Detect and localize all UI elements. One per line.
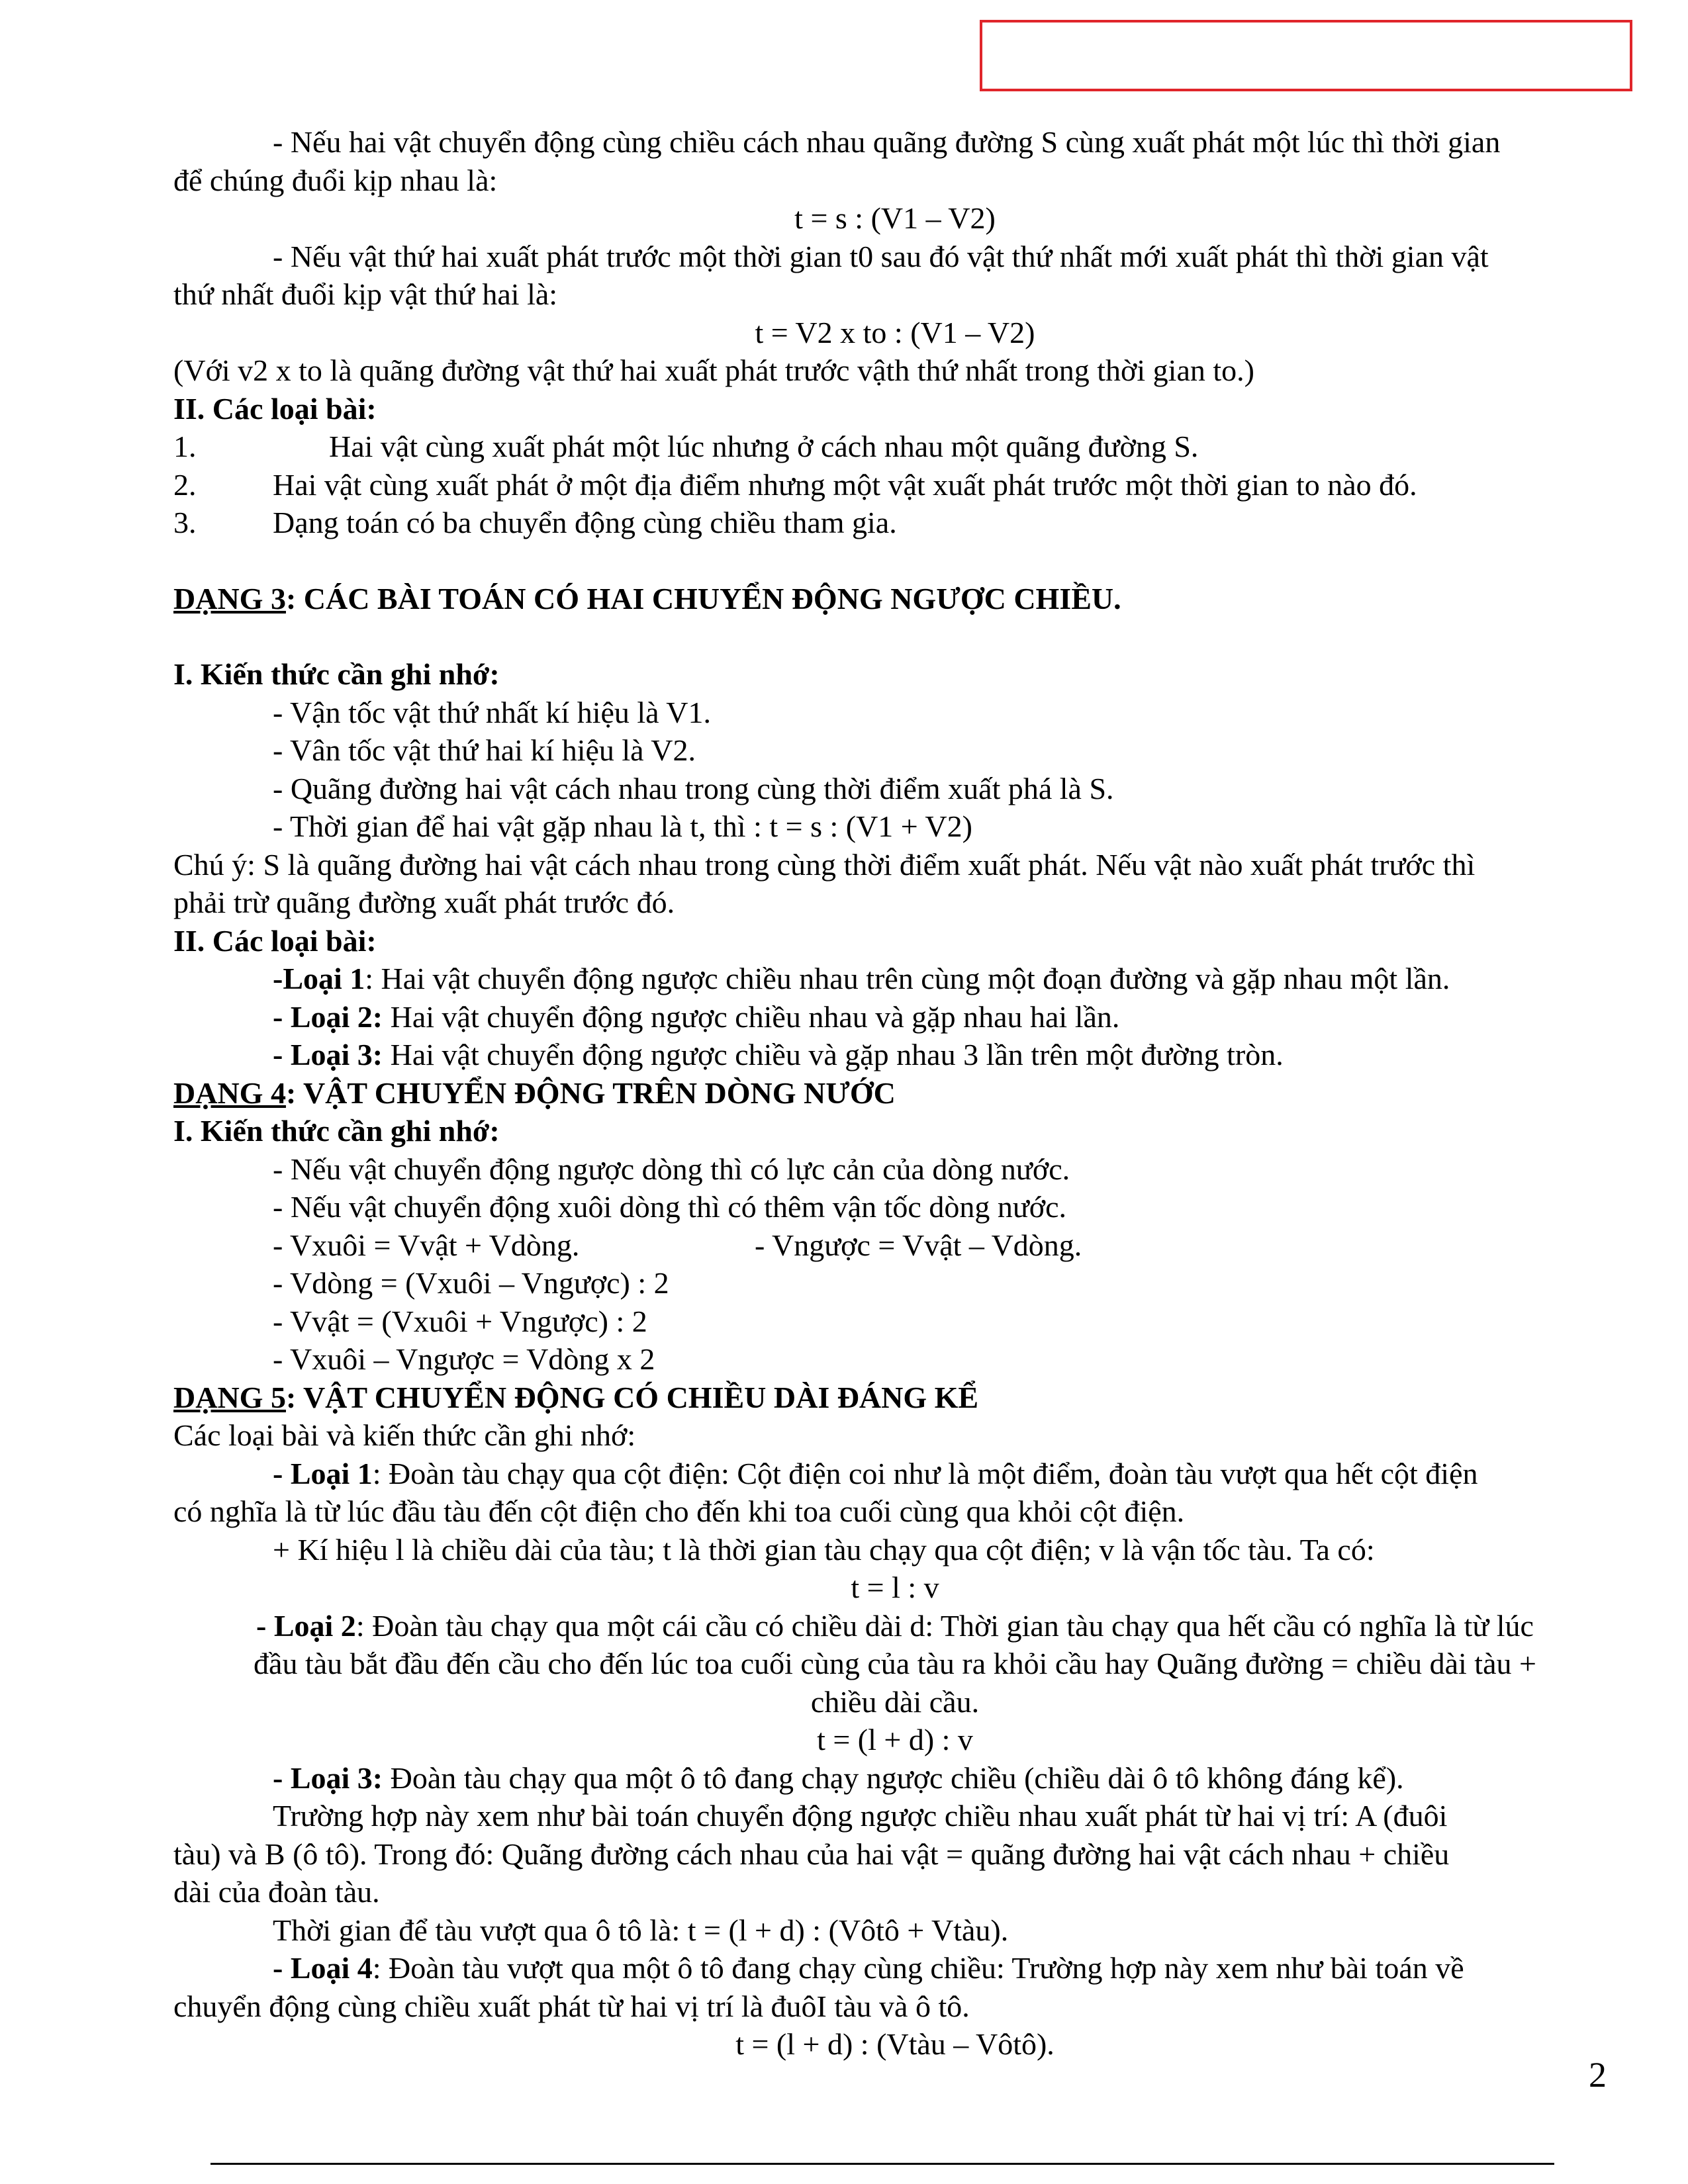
type-label: - Loại 3: xyxy=(273,1760,383,1795)
paragraph: - Nếu hai vật chuyển động cùng chiều cách nhau quãng đường S cùng xuất phát một lúc thì thời gian xyxy=(273,125,1501,159)
list-item xyxy=(173,1759,1617,1797)
list-number: 3. xyxy=(173,506,197,539)
paragraph: Trường hợp này xem như bài toán chuyển động ngược chiều nhau xuất phát từ hai vị trí: A (đuôi xyxy=(273,1799,1448,1833)
list-item xyxy=(173,1607,1617,1645)
list-text: : Đoàn tàu vượt qua một ô tô đang chạy cùng chiều: Trường hợp này xem như bài toán về xyxy=(372,1951,1464,1985)
list-item xyxy=(173,960,1617,998)
dang-4-heading xyxy=(173,1074,1617,1113)
paragraph: Các loại bài và kiến thức cần ghi nhớ: xyxy=(173,1418,636,1452)
list-item xyxy=(173,1036,1617,1074)
dang-3-tag: DẠNG 3 xyxy=(173,581,286,615)
document-body xyxy=(173,123,1617,2064)
type-label: - Loại 3: xyxy=(273,1038,383,1071)
paragraph: có nghĩa là từ lúc đầu tàu đến cột điện cho đến khi toa cuối cùng qua khỏi cột điện. xyxy=(173,1494,1185,1528)
dang-5-tag: DẠNG 5 xyxy=(173,1380,286,1414)
formula: t = l : v xyxy=(851,1570,939,1604)
paragraph: + Kí hiệu l là chiều dài của tàu; t là thời gian tàu chạy qua cột điện; v là vận tốc tàu. Ta có: xyxy=(273,1532,1375,1567)
formula: t = (l + d) : (Vtàu – Vôtô). xyxy=(735,2027,1055,2061)
type-label: - Loại 4 xyxy=(273,1951,373,1985)
list-text: Hai vật chuyển động ngược chiều và gặp nhau 3 lần trên một đường tròn. xyxy=(383,1038,1284,1071)
formula: t = V2 x to : (V1 – V2) xyxy=(755,315,1035,349)
paragraph: - Nếu vật thứ hai xuất phát trước một thời gian t0 sau đó vật thứ nhất mới xuất phát thì thời gian vật xyxy=(273,239,1489,273)
list-item xyxy=(173,998,1617,1036)
formula-row xyxy=(173,1226,1617,1265)
paragraph: phải trừ quãng đường xuất phát trước đó. xyxy=(173,886,675,919)
paragraph: - Nếu vật chuyển động xuôi dòng thì có thêm vận tốc dòng nước. xyxy=(273,1190,1067,1224)
type-label: - Loại 1 xyxy=(273,1456,373,1490)
list-number: 1. xyxy=(173,430,197,463)
section-heading: II. Các loại bài: xyxy=(173,391,377,426)
list-item xyxy=(173,1949,1617,1987)
paragraph: - Nếu vật chuyển động ngược dòng thì có lực cản của dòng nước. xyxy=(273,1152,1070,1186)
paragraph: (Với v2 x to là quãng đường vật thứ hai xuất phát trước vậth thứ nhất trong thời gian to.) xyxy=(173,353,1254,387)
formula: - Vvật = (Vxuôi + Vngược) : 2 xyxy=(273,1304,647,1338)
type-label: - Loại 2 xyxy=(256,1608,356,1643)
paragraph: tàu) và B (ô tô). Trong đó: Quãng đường cách nhau của hai vật = quãng đường hai vật cách nhau + chiều xyxy=(173,1837,1450,1871)
list-item xyxy=(173,504,1617,542)
formula: - Vngược = Vvật – Vdòng. xyxy=(755,1228,1082,1262)
list-text: Hai vật chuyển động ngược chiều nhau và gặp nhau hai lần. xyxy=(383,999,1120,1034)
dang-5-heading xyxy=(173,1379,1617,1417)
formula: t = (l + d) : v xyxy=(817,1723,973,1756)
paragraph: chuyển động cùng chiều xuất phát từ hai vị trí là đuôI tàu và ô tô. xyxy=(173,1989,970,2023)
formula: - Vdòng = (Vxuôi – Vngược) : 2 xyxy=(273,1266,669,1300)
paragraph: Thời gian để tàu vượt qua ô tô là: t = (l + d) : (Vôtô + Vtàu). xyxy=(273,1913,1009,1947)
paragraph: - Vân tốc vật thứ hai kí hiệu là V2. xyxy=(273,733,696,767)
dang-5-title: : VẬT CHUYỂN ĐỘNG CÓ CHIỀU DÀI ĐÁNG KỂ xyxy=(285,1380,979,1414)
list-number: 2. xyxy=(173,467,197,502)
list-text: Dạng toán có ba chuyển động cùng chiều tham gia. xyxy=(273,506,897,539)
paragraph: đầu tàu bắt đầu đến cầu cho đến lúc toa cuối cùng của tàu ra khỏi cầu hay Quãng đường = chiều dài tàu + xyxy=(254,1647,1536,1680)
formula: t = s : (V1 – V2) xyxy=(794,201,996,235)
list-text: : Hai vật chuyển động ngược chiều nhau trên cùng một đoạn đường và gặp nhau một lần. xyxy=(365,962,1450,995)
paragraph: thứ nhất đuổi kịp vật thứ hai là: xyxy=(173,277,558,311)
list-text: Hai vật cùng xuất phát một lúc nhưng ở cách nhau một quãng đường S. xyxy=(329,430,1199,463)
page-number: 2 xyxy=(1589,2055,1607,2095)
paragraph: dài của đoàn tàu. xyxy=(173,1875,380,1909)
section-heading: I. Kiến thức cần ghi nhớ: xyxy=(173,1114,500,1148)
list-text: Hai vật cùng xuất phát ở một địa điểm nhưng một vật xuất phát trước một thời gian to nào đó. xyxy=(273,467,1417,502)
type-label: - Loại 2: xyxy=(273,999,383,1034)
list-item xyxy=(173,466,1617,504)
paragraph: - Vận tốc vật thứ nhất kí hiệu là V1. xyxy=(273,695,711,729)
footer-rule xyxy=(211,2163,1554,2165)
formula: - Vxuôi = Vvật + Vdòng. xyxy=(273,1228,580,1262)
paragraph: Chú ý: S là quãng đường hai vật cách nhau trong cùng thời điểm xuất phát. Nếu vật nào xuất phát trước thì xyxy=(173,847,1476,882)
section-heading: I. Kiến thức cần ghi nhớ: xyxy=(173,657,500,691)
formula: - Vxuôi – Vngược = Vdòng x 2 xyxy=(273,1342,655,1376)
list-item xyxy=(173,1455,1617,1493)
paragraph: - Thời gian để hai vật gặp nhau là t, thì : t = s : (V1 + V2) xyxy=(273,809,972,843)
dang-3-heading xyxy=(173,580,1617,618)
type-label: -Loại 1 xyxy=(273,962,365,995)
section-heading: II. Các loại bài: xyxy=(173,923,377,958)
list-text: : Đoàn tàu chạy qua cột điện: Cột điện coi như là một điểm, đoàn tàu vượt qua hết cột điện xyxy=(372,1456,1478,1490)
dang-4-tag: DẠNG 4 xyxy=(173,1075,286,1110)
dang-3-title: : CÁC BÀI TOÁN CÓ HAI CHUYỂN ĐỘNG NGƯỢC CHIỀU. xyxy=(285,581,1121,615)
paragraph: chiều dài cầu. xyxy=(810,1684,980,1719)
paragraph: để chúng đuổi kịp nhau là: xyxy=(173,163,498,197)
list-item xyxy=(173,428,1617,466)
list-text: Đoàn tàu chạy qua một ô tô đang chạy ngược chiều (chiều dài ô tô không đáng kể). xyxy=(383,1760,1404,1795)
dang-4-title: : VẬT CHUYỂN ĐỘNG TRÊN DÒNG NƯỚC xyxy=(285,1075,896,1110)
list-text: : Đoàn tàu chạy qua một cái cầu có chiều dài d: Thời gian tàu chạy qua hết cầu có nghĩa là từ lúc xyxy=(355,1608,1534,1643)
header-box xyxy=(980,20,1632,91)
paragraph: - Quãng đường hai vật cách nhau trong cùng thời điểm xuất phá là S. xyxy=(273,771,1114,805)
